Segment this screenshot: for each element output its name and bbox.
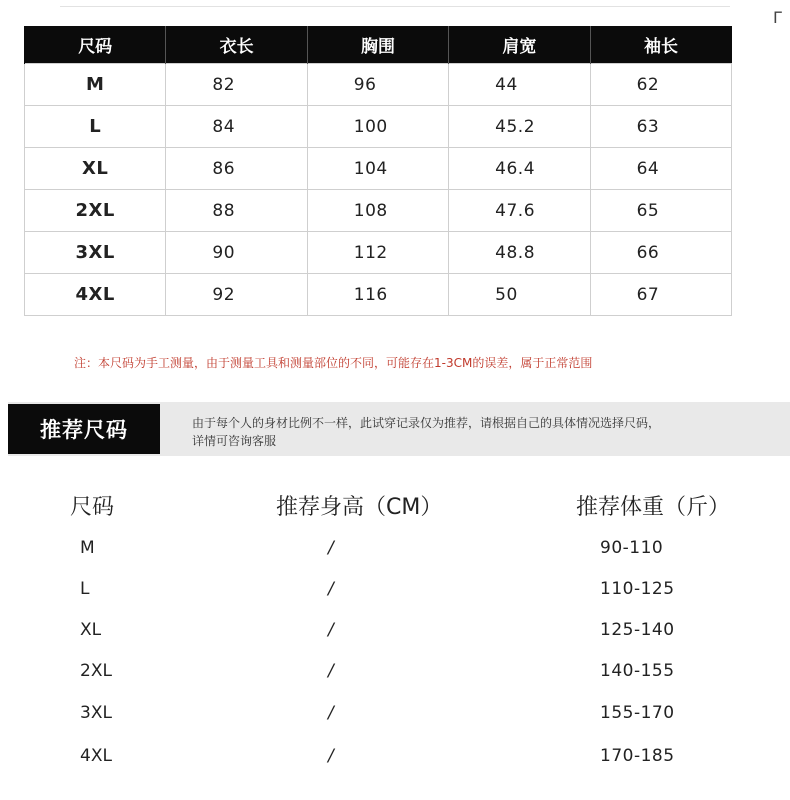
cell-chest: 108 <box>307 190 448 232</box>
recommend-weight: 125-140 <box>600 620 675 640</box>
size-chart-row <box>25 232 732 274</box>
cell-sleeve: 65 <box>590 190 731 232</box>
cell-size: 4XL <box>25 274 166 316</box>
cell-length: 86 <box>166 148 307 190</box>
size-chart-table <box>24 26 732 316</box>
cell-chest: 104 <box>307 148 448 190</box>
recommend-weight: 170-185 <box>600 746 675 766</box>
recommend-size: 4XL <box>80 746 112 766</box>
recommend-height: / <box>328 661 334 681</box>
cell-size: M <box>25 64 166 106</box>
cell-size: XL <box>25 148 166 190</box>
cell-length: 84 <box>166 106 307 148</box>
recommend-row <box>0 620 790 660</box>
recommend-size: M <box>80 538 95 558</box>
cell-sleeve: 67 <box>590 274 731 316</box>
recommend-row <box>0 661 790 701</box>
recommend-header-height: 推荐身高（CM） <box>276 495 443 520</box>
cell-sleeve: 66 <box>590 232 731 274</box>
recommend-size: 3XL <box>80 703 112 723</box>
recommend-size: 2XL <box>80 661 112 681</box>
recommend-desc-line-2: 详情可咨询客服 <box>192 434 277 448</box>
header-chest: 胸围 <box>307 26 448 64</box>
recommend-row <box>0 538 790 578</box>
cell-shoulder: 47.6 <box>449 190 590 232</box>
size-chart-row <box>25 64 732 106</box>
cell-chest: 100 <box>307 106 448 148</box>
recommend-height: / <box>328 746 334 766</box>
cell-chest: 96 <box>307 64 448 106</box>
cell-length: 90 <box>166 232 307 274</box>
recommend-header-weight: 推荐体重（斤） <box>576 495 731 520</box>
recommend-header-size: 尺码 <box>70 495 115 520</box>
header-shoulder: 肩宽 <box>449 26 590 64</box>
recommend-height: / <box>328 703 334 723</box>
cell-size: 3XL <box>25 232 166 274</box>
cell-length: 92 <box>166 274 307 316</box>
recommend-height: / <box>328 538 334 558</box>
recommend-height: / <box>328 579 334 599</box>
cell-sleeve: 63 <box>590 106 731 148</box>
recommend-row <box>0 703 790 743</box>
cell-length: 88 <box>166 190 307 232</box>
cell-size: 2XL <box>25 190 166 232</box>
size-chart-row <box>25 148 732 190</box>
cell-shoulder: 50 <box>449 274 590 316</box>
header-length: 衣长 <box>166 26 307 64</box>
recommend-height: / <box>328 620 334 640</box>
recommend-weight: 140-155 <box>600 661 675 681</box>
recommend-size: L <box>80 579 90 599</box>
recommend-row <box>0 579 790 619</box>
cell-chest: 116 <box>307 274 448 316</box>
size-chart-row <box>25 190 732 232</box>
header-size: 尺码 <box>25 26 166 64</box>
size-chart-row <box>25 106 732 148</box>
cell-shoulder: 46.4 <box>449 148 590 190</box>
cell-sleeve: 64 <box>590 148 731 190</box>
cell-size: L <box>25 106 166 148</box>
top-divider <box>60 6 730 7</box>
measurement-note: 注：本尺码为手工测量，由于测量工具和测量部位的不同，可能存在1-3CM的误差，属于正常范围 <box>74 356 593 370</box>
recommend-size: XL <box>80 620 102 640</box>
recommend-weight: 110-125 <box>600 579 675 599</box>
recommend-title: 推荐尺码 <box>8 404 160 454</box>
corner-mark: Г <box>773 8 783 27</box>
recommend-weight: 155-170 <box>600 703 675 723</box>
cell-sleeve: 62 <box>590 64 731 106</box>
recommend-weight: 90-110 <box>600 538 664 558</box>
recommend-description <box>192 414 782 450</box>
size-chart-row <box>25 274 732 316</box>
size-chart-header-row <box>25 26 732 64</box>
cell-shoulder: 45.2 <box>449 106 590 148</box>
recommend-desc-line-1: 由于每个人的身材比例不一样，此试穿记录仅为推荐，请根据自己的具体情况选择尺码， <box>192 416 661 430</box>
header-sleeve: 袖长 <box>590 26 731 64</box>
cell-shoulder: 44 <box>449 64 590 106</box>
cell-shoulder: 48.8 <box>449 232 590 274</box>
cell-chest: 112 <box>307 232 448 274</box>
cell-length: 82 <box>166 64 307 106</box>
recommend-row <box>0 746 790 786</box>
